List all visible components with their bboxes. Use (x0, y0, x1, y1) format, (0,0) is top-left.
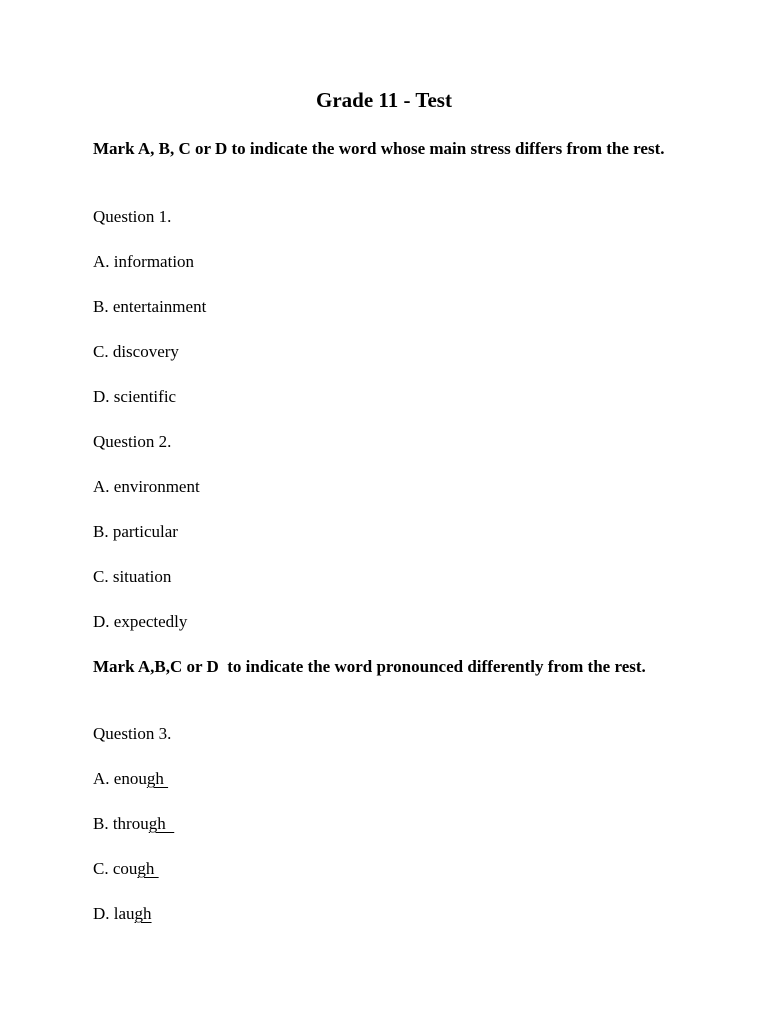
option-text: C. cou (93, 859, 138, 878)
question1-option-a: A. information (93, 252, 195, 271)
question2-option-b: B. particular (93, 522, 178, 541)
question3-option-a (93, 767, 683, 790)
underlined-letters: gh (134, 904, 152, 923)
question1-label: Question 1. (93, 207, 172, 226)
option-text: A. enou (93, 769, 147, 788)
option-text: B. throu (93, 814, 149, 833)
underlined-letters: gh (148, 814, 175, 833)
question1-option-c: C. discovery (93, 342, 179, 361)
underlined-letters: gh (146, 769, 169, 788)
question1-option-d: D. scientific (93, 387, 177, 406)
page-title: Grade 11 - Test (316, 88, 452, 112)
underlined-letters: gh (137, 859, 159, 878)
question3-option-b (93, 812, 683, 835)
question2-option-d: D. expectedly (93, 612, 188, 631)
question3-option-d (93, 902, 683, 925)
question1-option-b: B. entertainment (93, 297, 207, 316)
section1-instruction: Mark A, B, C or D to indicate the word whose main stress differs from the rest. (93, 139, 665, 158)
question2-label: Question 2. (93, 432, 172, 451)
question2-option-c: C. situation (93, 567, 172, 586)
question3-option-c (93, 857, 683, 880)
question2-option-a: A. environment (93, 477, 200, 496)
question3-label: Question 3. (93, 724, 172, 743)
option-text: D. lau (93, 904, 135, 923)
section2-instruction: Mark A,B,C or D to indicate the word pronounced differently from the rest. (93, 657, 646, 676)
